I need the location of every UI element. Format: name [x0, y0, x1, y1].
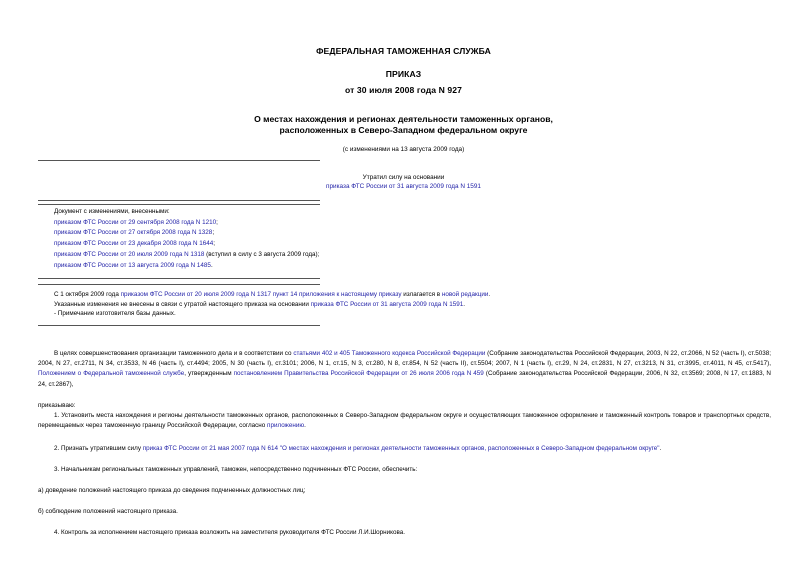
clause-3b: б) соблюдение положений настоящего приказа.	[38, 508, 178, 515]
amendment-item: приказом ФТС России от 13 августа 2009 года N 1485.	[54, 261, 213, 269]
government-decree-link[interactable]: постановлением Правительства Российской Федерации от 26 июля 2006 года N 459	[233, 370, 484, 378]
appendix-link[interactable]: приложению	[267, 422, 305, 430]
agency-name: ФЕДЕРАЛЬНАЯ ТАМОЖЕННАЯ СЛУЖБА	[316, 46, 491, 56]
amendment-link[interactable]: приказом ФТС России от 27 октября 2008 года N 1328	[54, 229, 213, 237]
divider	[38, 204, 320, 205]
order-command: приказываю:	[38, 402, 76, 409]
repealed-order-link[interactable]: приказ ФТС России от 21 мая 2007 года N 614 "О местах нахождения и регионах деятельности таможенных органов, расположенных в Северо-Западном федеральном округе"	[142, 445, 660, 452]
amendment-link[interactable]: приказом ФТС России от 13 августа 2009 года N 1485	[54, 261, 211, 269]
divider	[38, 325, 320, 326]
repealed-link-line	[0, 183, 807, 191]
note-line: С 1 октября 2009 года приказом ФТС России от 20 июля 2009 года N 1317 пункт 14 приложения к настоящему приказу излагается в новой редакции.	[54, 291, 491, 298]
preamble-paragraph: В целях совершенствования организации таможенного дела и в соответствии со статьями 402 и 405 Таможенного кодекса Российской Федерации (Собрание законодательства Российской Федерации, 2003, N 22, ст.2066, N 52 (часть I), ст.5038; 2004, N 27, ст.2711, N 34, ст.3533, N 46 (часть I), ст.4494; 2005, N 30 (часть I), ст.3101; 2006, N 1, ст.15, N 3, ст.280, N 8, ст.854, N 52 (часть II), ст.5504; 2007, N 1 (часть I), ст.29, N 24, ст.2831, N 27, ст.3213, N 31, ст.3995, ст.4011, N 45, ст.5417), Положением о Федеральной таможенной службе, утвержденным постановлением Правительства Российской Федерации от 26 июля 2006 года N 459 (Собрание законодательства Российской Федерации, 2006, N 32, ст.3569; 2008, N 17, ст.1883, N 24, ст.2867),	[38, 350, 771, 388]
divider	[38, 160, 320, 161]
clause-3: 3. Начальникам региональных таможенных управлений, таможен, непосредственно подчиненных ФТС России, обеспечить:	[54, 466, 418, 473]
amendment-order-link[interactable]: приказом ФТС России от 20 июля 2009 года N 1317 пункт 14 приложения к настоящему приказу	[120, 291, 402, 298]
clause-2: 2. Признать утратившим силу приказ ФТС России от 21 мая 2007 года N 614 "О местах нахождения и регионах деятельности таможенных органов, расположенных в Северо-Западном федеральном округе".	[54, 445, 662, 452]
note-line: Указанные изменения не внесены в связи с утратой настоящего приказа на основании приказа ФТС России от 31 августа 2009 года N 1591.	[54, 300, 466, 308]
amendments-list	[54, 207, 354, 271]
fts-regulation-link[interactable]: Положением о Федеральной таможенной службе	[38, 370, 185, 378]
doc-title-line-1: О местах нахождения и регионах деятельности таможенных органов,	[254, 114, 553, 124]
amendments-intro: Документ с изменениями, внесенными:	[54, 208, 170, 215]
amendment-link[interactable]: приказом ФТС России от 23 декабря 2008 года N 1644	[54, 240, 214, 248]
customs-code-link[interactable]: статьями 402 и 405 Таможенного кодекса Российской Федерации	[293, 350, 486, 357]
divider	[38, 284, 320, 285]
amendment-item: приказом ФТС России от 27 октября 2008 года N 1328;	[54, 229, 215, 237]
repealing-order-link[interactable]: приказа ФТС России от 31 августа 2009 года N 1591	[310, 300, 464, 308]
doc-title-line-2: расположенных в Северо-Западном федеральном округе	[279, 125, 528, 135]
repealed-text: Утратил силу на основании	[362, 174, 445, 181]
note-line: - Примечание изготовителя базы данных.	[54, 310, 176, 318]
repealing-order-link[interactable]: приказа ФТС России от 31 августа 2009 года N 1591	[326, 183, 481, 190]
amendment-item: приказом ФТС России от 29 сентября 2008 года N 1210;	[54, 218, 218, 226]
amendment-link[interactable]: приказом ФТС России от 29 сентября 2008 года N 1210	[54, 218, 217, 226]
divider	[38, 278, 320, 279]
revision-note: (с изменениями на 13 августа 2009 года)	[342, 146, 465, 153]
divider	[38, 200, 320, 201]
doc-type: ПРИКАЗ	[385, 69, 422, 79]
amendment-link[interactable]: приказом ФТС России от 20 июля 2009 года N 1318	[54, 250, 205, 258]
clause-3a: а) доведение положений настоящего приказа до сведения подчиненных должностных лиц;	[38, 487, 306, 494]
amendment-item: приказом ФТС России от 20 июля 2009 года N 1318 (вступил в силу с 3 августа 2009 года);	[54, 250, 320, 258]
doc-date-number: от 30 июля 2008 года N 927	[344, 85, 463, 95]
editorial-notes	[54, 290, 614, 319]
amendment-item: приказом ФТС России от 23 декабря 2008 года N 1644;	[54, 240, 216, 248]
new-edition-link[interactable]: новой редакции	[441, 291, 489, 298]
clause-4: 4. Контроль за исполнением настоящего приказа возложить на заместителя руководителя ФТС России Л.И.Шорникова.	[54, 529, 405, 536]
clause-1: 1. Установить места нахождения и регионы деятельности таможенных органов, расположенных в Северо-Западном федеральном округе и осуществляющих таможенное оформление и таможенный контроль товаров и транспортных средств, перемещаемых через таможенную границу Российской Федерации, согласно приложению.	[38, 412, 771, 430]
